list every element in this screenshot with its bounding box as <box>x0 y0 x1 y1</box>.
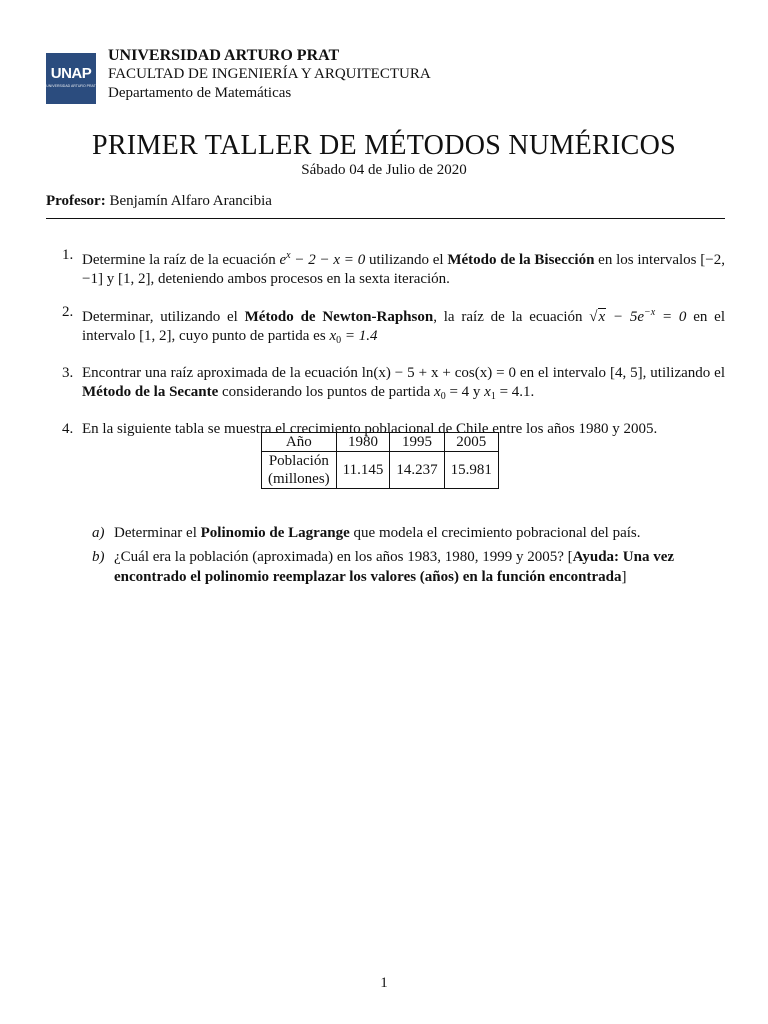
problem-text: , la raíz de la ecuación <box>433 309 590 325</box>
population-table <box>261 432 499 489</box>
logo-subtext: UNIVERSIDAD ARTURO PRAT <box>46 84 96 88</box>
row-label-line1: Población <box>268 453 329 469</box>
method-name: Método de Newton-Raphson <box>244 309 434 325</box>
problem-text: considerando los puntos de partida <box>218 384 435 400</box>
table-header-cell: 1980 <box>336 433 390 452</box>
table-header-cell: 2005 <box>444 433 498 452</box>
method-name: Método de la Secante <box>82 384 219 400</box>
table-row <box>262 452 499 489</box>
department-name: Departamento de Matemáticas <box>108 85 292 101</box>
table-header-cell: 1995 <box>390 433 444 452</box>
subquestion-text: ] <box>621 569 627 585</box>
problem-text: En la siguiente tabla se muestra el crecimiento poblacional de Chile entre los años 1980 y 2005. <box>82 421 658 437</box>
problem-1 <box>46 246 725 289</box>
row-label-line2: (millones) <box>268 471 330 487</box>
table-row-label <box>262 452 337 489</box>
table-cell: 11.145 <box>336 452 390 489</box>
x1-symbol: $x_1$ <box>484 384 496 402</box>
subquestion-text: ¿Cuál era la población (aproximada) en los años 1983, 1980, 1999 y 2005? [ <box>114 549 573 565</box>
subquestion-b <box>86 547 725 587</box>
table-header-row <box>262 433 499 452</box>
problem-number: 3. <box>62 365 74 381</box>
table-header-cell: Año <box>262 433 337 452</box>
problem-text: utilizando el <box>365 252 448 268</box>
document-date: Sábado 04 de Julio de 2020 <box>301 162 467 178</box>
subquestion-a <box>86 523 725 543</box>
professor-line <box>46 193 272 210</box>
equation-exp: $e^x$ <box>279 250 291 268</box>
university-name: UNIVERSIDAD ARTURO PRAT <box>108 47 340 64</box>
professor-label: Profesor: <box>46 193 106 209</box>
table-cell: 15.981 <box>444 452 498 489</box>
unap-logo <box>46 53 96 104</box>
problem-number: 1. <box>62 247 74 263</box>
problem-2 <box>46 303 725 350</box>
subquestion-bold: Polinomio de Lagrange <box>200 525 350 541</box>
x0-value: = 4 y <box>445 384 485 400</box>
subquestion-label: b) <box>92 549 105 565</box>
professor-name: Benjamín Alfaro Arancibia <box>109 193 272 209</box>
subquestion-label: a) <box>92 525 105 541</box>
problem-3 <box>46 364 725 406</box>
problem-number: 4. <box>62 421 74 437</box>
problem-number: 2. <box>62 304 74 320</box>
table-cell: 14.237 <box>390 452 444 489</box>
subquestion-list <box>86 523 725 591</box>
subquestion-text: Determinar el <box>114 525 201 541</box>
problem-text: en los intervalos [−2, −1] y [1, 2], deteniendo ambos procesos en la sexta iteración. <box>82 252 725 287</box>
method-name: Método de la Bisección <box>447 252 595 268</box>
start-value: = 1.4 <box>341 328 378 344</box>
equation: $√x - 5e^{-x} = 0$ <box>589 307 687 325</box>
problem-text: en el intervalo [1, 2], cuyo punto de partida es <box>82 309 725 344</box>
subquestion-bold: Ayuda: Una vez encontrado el polinomio reemplazar los valores (años) en la función encontrada <box>114 549 675 585</box>
page-number: 1 <box>380 975 388 991</box>
problem-text: Encontrar una raíz aproximada de la ecuación ln(x) − 5 + x + cos(x) = 0 en el intervalo [4, 5], utilizando el <box>82 365 725 381</box>
problem-text: Determine la raíz de la ecuación <box>82 252 280 268</box>
equation-rest: − 2 − x = 0 <box>290 252 366 268</box>
logo-text: UNAP <box>50 65 92 82</box>
x1-value: = 4.1. <box>495 384 535 400</box>
problem-text: Determinar, utilizando el <box>82 309 245 325</box>
institution-block <box>108 46 431 103</box>
x0-symbol: $x_0$ <box>434 384 446 402</box>
start-point: $x_0$ <box>329 328 342 346</box>
header-divider <box>46 218 725 219</box>
document-title: PRIMER TALLER DE MÉTODOS NUMÉRICOS <box>91 130 677 161</box>
problem-list <box>46 246 725 453</box>
subquestion-text: que modela el crecimiento pobracional del país. <box>349 525 641 541</box>
faculty-name: FACULTAD DE INGENIERÍA Y ARQUITECTURA <box>108 66 431 82</box>
